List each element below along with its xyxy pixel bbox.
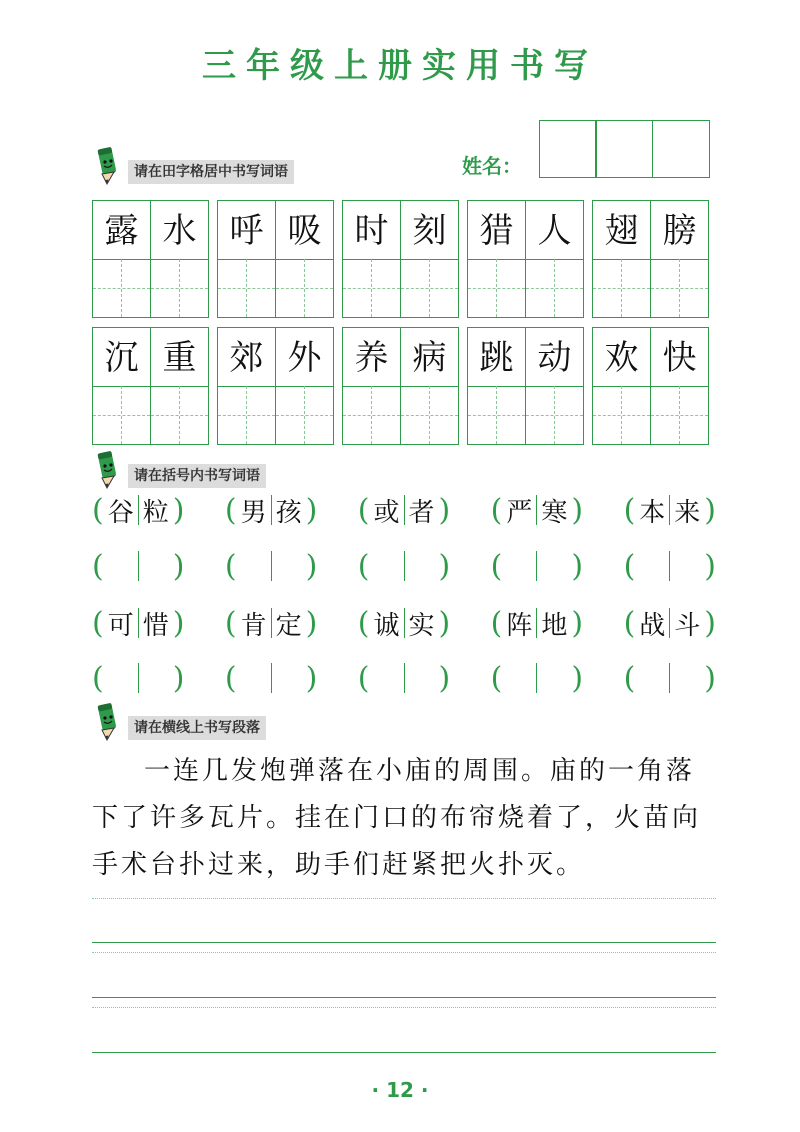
word-char: 或	[373, 497, 400, 528]
bracket-divider	[271, 551, 272, 581]
open-bracket: (	[224, 548, 237, 584]
close-bracket: )	[704, 660, 716, 696]
bracket-divider	[138, 663, 139, 693]
section-label: 请在括号内书写词语	[128, 464, 266, 488]
model-character: 跳	[479, 338, 514, 378]
name-box[interactable]	[595, 120, 653, 178]
open-bracket: (	[623, 660, 636, 696]
bracket-blank[interactable]	[624, 546, 716, 586]
word-char: 斗	[674, 610, 701, 641]
word-char: 男	[240, 497, 267, 528]
tianzige-cell	[651, 328, 708, 444]
practice-cell[interactable]	[468, 386, 525, 444]
practice-cell[interactable]	[218, 259, 275, 317]
model-character: 养	[354, 338, 389, 378]
word-char: 惜	[142, 610, 169, 641]
page-title: 三年级上册实用书写	[202, 46, 598, 86]
model-character: 露	[104, 211, 139, 251]
model-character: 欢	[604, 338, 639, 378]
practice-cell[interactable]	[151, 386, 208, 444]
close-bracket: )	[438, 660, 451, 696]
bracket-word	[225, 603, 317, 643]
tianzige-word-block	[92, 200, 209, 318]
name-boxes[interactable]	[540, 120, 710, 178]
model-character: 膀	[662, 211, 697, 251]
tianzige-word-block	[592, 327, 709, 445]
tianzige-cell	[401, 201, 458, 317]
practice-cell[interactable]	[651, 259, 708, 317]
tianzige-cell	[526, 201, 583, 317]
tianzige-word-block	[592, 200, 709, 318]
open-bracket: (	[490, 660, 503, 696]
open-bracket: (	[357, 605, 370, 641]
open-bracket: (	[623, 605, 636, 641]
word-char: 实	[408, 610, 435, 641]
tianzige-word-block	[92, 327, 209, 445]
practice-cell[interactable]	[343, 386, 400, 444]
bracket-word	[358, 603, 450, 643]
bracket-blank[interactable]	[225, 546, 317, 586]
tianzige-word-block	[467, 200, 584, 318]
word-char: 地	[541, 610, 568, 641]
word-char: 严	[506, 497, 533, 528]
practice-cell[interactable]	[651, 386, 708, 444]
open-bracket: (	[490, 492, 503, 528]
open-bracket: (	[623, 492, 636, 528]
close-bracket: )	[571, 548, 584, 584]
page-number: · 12 ·	[371, 1078, 429, 1102]
tianzige-cell	[593, 328, 651, 444]
word-char: 孩	[275, 497, 302, 528]
model-character: 动	[537, 338, 572, 378]
close-bracket: )	[571, 492, 584, 528]
word-char: 谷	[107, 497, 134, 528]
sample-paragraph: 一连几发炮弹落在小庙的周围。庙的一角落下了许多瓦片。挂在门口的布帘烧着了，火苗向手术台扑过来，助手们赶紧把火扑灭。	[92, 756, 702, 880]
open-bracket: (	[357, 660, 370, 696]
open-bracket: (	[357, 492, 370, 528]
tianzige-row-2	[92, 327, 709, 445]
tianzige-cell	[151, 201, 208, 317]
bracket-divider	[536, 551, 537, 581]
tianzige-cell	[276, 201, 333, 317]
word-char: 本	[639, 497, 666, 528]
open-bracket: (	[224, 605, 237, 641]
close-bracket: )	[305, 605, 318, 641]
close-bracket: )	[172, 492, 185, 528]
word-char: 诚	[373, 610, 400, 641]
model-character: 病	[412, 338, 447, 378]
bracket-blank[interactable]	[225, 658, 317, 698]
model-character: 外	[287, 338, 322, 378]
model-character: 水	[162, 211, 197, 251]
practice-cell[interactable]	[218, 386, 275, 444]
bracket-divider	[669, 551, 670, 581]
word-char: 寒	[541, 497, 568, 528]
bracket-blank[interactable]	[491, 658, 583, 698]
word-char: 者	[408, 497, 435, 528]
word-char: 定	[275, 610, 302, 641]
bracket-word	[92, 603, 184, 643]
bracket-blank[interactable]	[491, 546, 583, 586]
practice-cell[interactable]	[276, 259, 333, 317]
pencil-icon	[92, 146, 122, 186]
practice-cell[interactable]	[93, 259, 150, 317]
bracket-word	[225, 490, 317, 530]
practice-cell[interactable]	[468, 259, 525, 317]
bracket-word	[491, 490, 583, 530]
section-label: 请在横线上书写段落	[128, 716, 266, 740]
tianzige-cell	[93, 201, 151, 317]
tianzige-cell	[343, 201, 401, 317]
tianzige-cell	[468, 201, 526, 317]
tianzige-cell	[343, 328, 401, 444]
model-character: 沉	[104, 338, 139, 378]
practice-cell[interactable]	[526, 259, 583, 317]
bracket-row-blank-1	[92, 546, 716, 586]
close-bracket: )	[438, 492, 451, 528]
model-character: 翅	[604, 211, 639, 251]
close-bracket: )	[704, 492, 716, 528]
bracket-word	[491, 603, 583, 643]
writing-line[interactable]	[92, 942, 716, 943]
bracket-divider	[404, 663, 405, 693]
word-char: 战	[639, 610, 666, 641]
tianzige-cell	[651, 201, 708, 317]
close-bracket: )	[438, 605, 451, 641]
writing-line[interactable]	[92, 997, 716, 998]
word-char: 阵	[506, 610, 533, 641]
bracket-row-words-1	[92, 490, 716, 530]
practice-cell[interactable]	[526, 386, 583, 444]
model-character: 时	[354, 211, 389, 251]
tianzige-cell	[468, 328, 526, 444]
close-bracket: )	[305, 492, 318, 528]
bracket-word	[92, 490, 184, 530]
word-char: 粒	[142, 497, 169, 528]
word-char: 来	[674, 497, 701, 528]
bracket-divider	[271, 663, 272, 693]
bracket-divider	[669, 663, 670, 693]
open-bracket: (	[623, 548, 636, 584]
open-bracket: (	[92, 605, 104, 641]
open-bracket: (	[92, 660, 104, 696]
bracket-blank[interactable]	[92, 658, 184, 698]
practice-cell[interactable]	[343, 259, 400, 317]
tianzige-cell	[151, 328, 208, 444]
practice-cell[interactable]	[276, 386, 333, 444]
bracket-blank[interactable]	[358, 658, 450, 698]
model-character: 刻	[412, 211, 447, 251]
bracket-row-words-2	[92, 603, 716, 643]
tianzige-cell	[593, 201, 651, 317]
close-bracket: )	[172, 548, 185, 584]
bracket-divider	[404, 551, 405, 581]
writing-line[interactable]	[92, 1052, 716, 1053]
writing-guide-dotted	[92, 898, 716, 899]
open-bracket: (	[92, 548, 104, 584]
tianzige-word-block	[342, 327, 459, 445]
practice-cell[interactable]	[151, 259, 208, 317]
name-box[interactable]	[652, 120, 710, 178]
model-character: 郊	[229, 338, 264, 378]
tianzige-row-1	[92, 200, 709, 318]
practice-cell[interactable]	[93, 386, 150, 444]
bracket-blank[interactable]	[624, 658, 716, 698]
close-bracket: )	[438, 548, 451, 584]
bracket-divider	[536, 663, 537, 693]
model-character: 猎	[479, 211, 514, 251]
close-bracket: )	[172, 660, 185, 696]
bracket-word	[624, 490, 716, 530]
writing-guide-dotted	[92, 952, 716, 953]
bracket-row-blank-2	[92, 658, 716, 698]
model-character: 人	[537, 211, 572, 251]
name-box[interactable]	[539, 120, 597, 178]
tianzige-word-block	[467, 327, 584, 445]
tianzige-cell	[93, 328, 151, 444]
close-bracket: )	[704, 605, 716, 641]
open-bracket: (	[490, 548, 503, 584]
open-bracket: (	[224, 492, 237, 528]
pencil-icon	[92, 450, 122, 490]
model-character: 呼	[229, 211, 264, 251]
model-character: 吸	[287, 211, 322, 251]
tianzige-cell	[401, 328, 458, 444]
practice-cell[interactable]	[401, 386, 458, 444]
section-label: 请在田字格居中书写词语	[128, 160, 294, 184]
open-bracket: (	[224, 660, 237, 696]
close-bracket: )	[305, 660, 318, 696]
model-character: 重	[162, 338, 197, 378]
close-bracket: )	[305, 548, 318, 584]
open-bracket: (	[490, 605, 503, 641]
word-char: 可	[107, 610, 134, 641]
tianzige-word-block	[217, 200, 334, 318]
name-label: 姓名：	[462, 154, 522, 178]
writing-guide-dotted	[92, 1007, 716, 1008]
pencil-icon	[92, 702, 122, 742]
practice-cell[interactable]	[401, 259, 458, 317]
close-bracket: )	[571, 660, 584, 696]
tianzige-cell	[276, 328, 333, 444]
practice-cell[interactable]	[593, 259, 650, 317]
model-character: 快	[662, 338, 697, 378]
bracket-divider	[138, 551, 139, 581]
practice-cell[interactable]	[593, 386, 650, 444]
tianzige-cell	[526, 328, 583, 444]
bracket-word	[624, 603, 716, 643]
bracket-word	[358, 490, 450, 530]
word-char: 肯	[240, 610, 267, 641]
tianzige-word-block	[342, 200, 459, 318]
tianzige-cell	[218, 201, 276, 317]
open-bracket: (	[92, 492, 104, 528]
tianzige-word-block	[217, 327, 334, 445]
close-bracket: )	[704, 548, 716, 584]
open-bracket: (	[357, 548, 370, 584]
close-bracket: )	[571, 605, 584, 641]
bracket-blank[interactable]	[358, 546, 450, 586]
close-bracket: )	[172, 605, 185, 641]
tianzige-cell	[218, 328, 276, 444]
bracket-blank[interactable]	[92, 546, 184, 586]
